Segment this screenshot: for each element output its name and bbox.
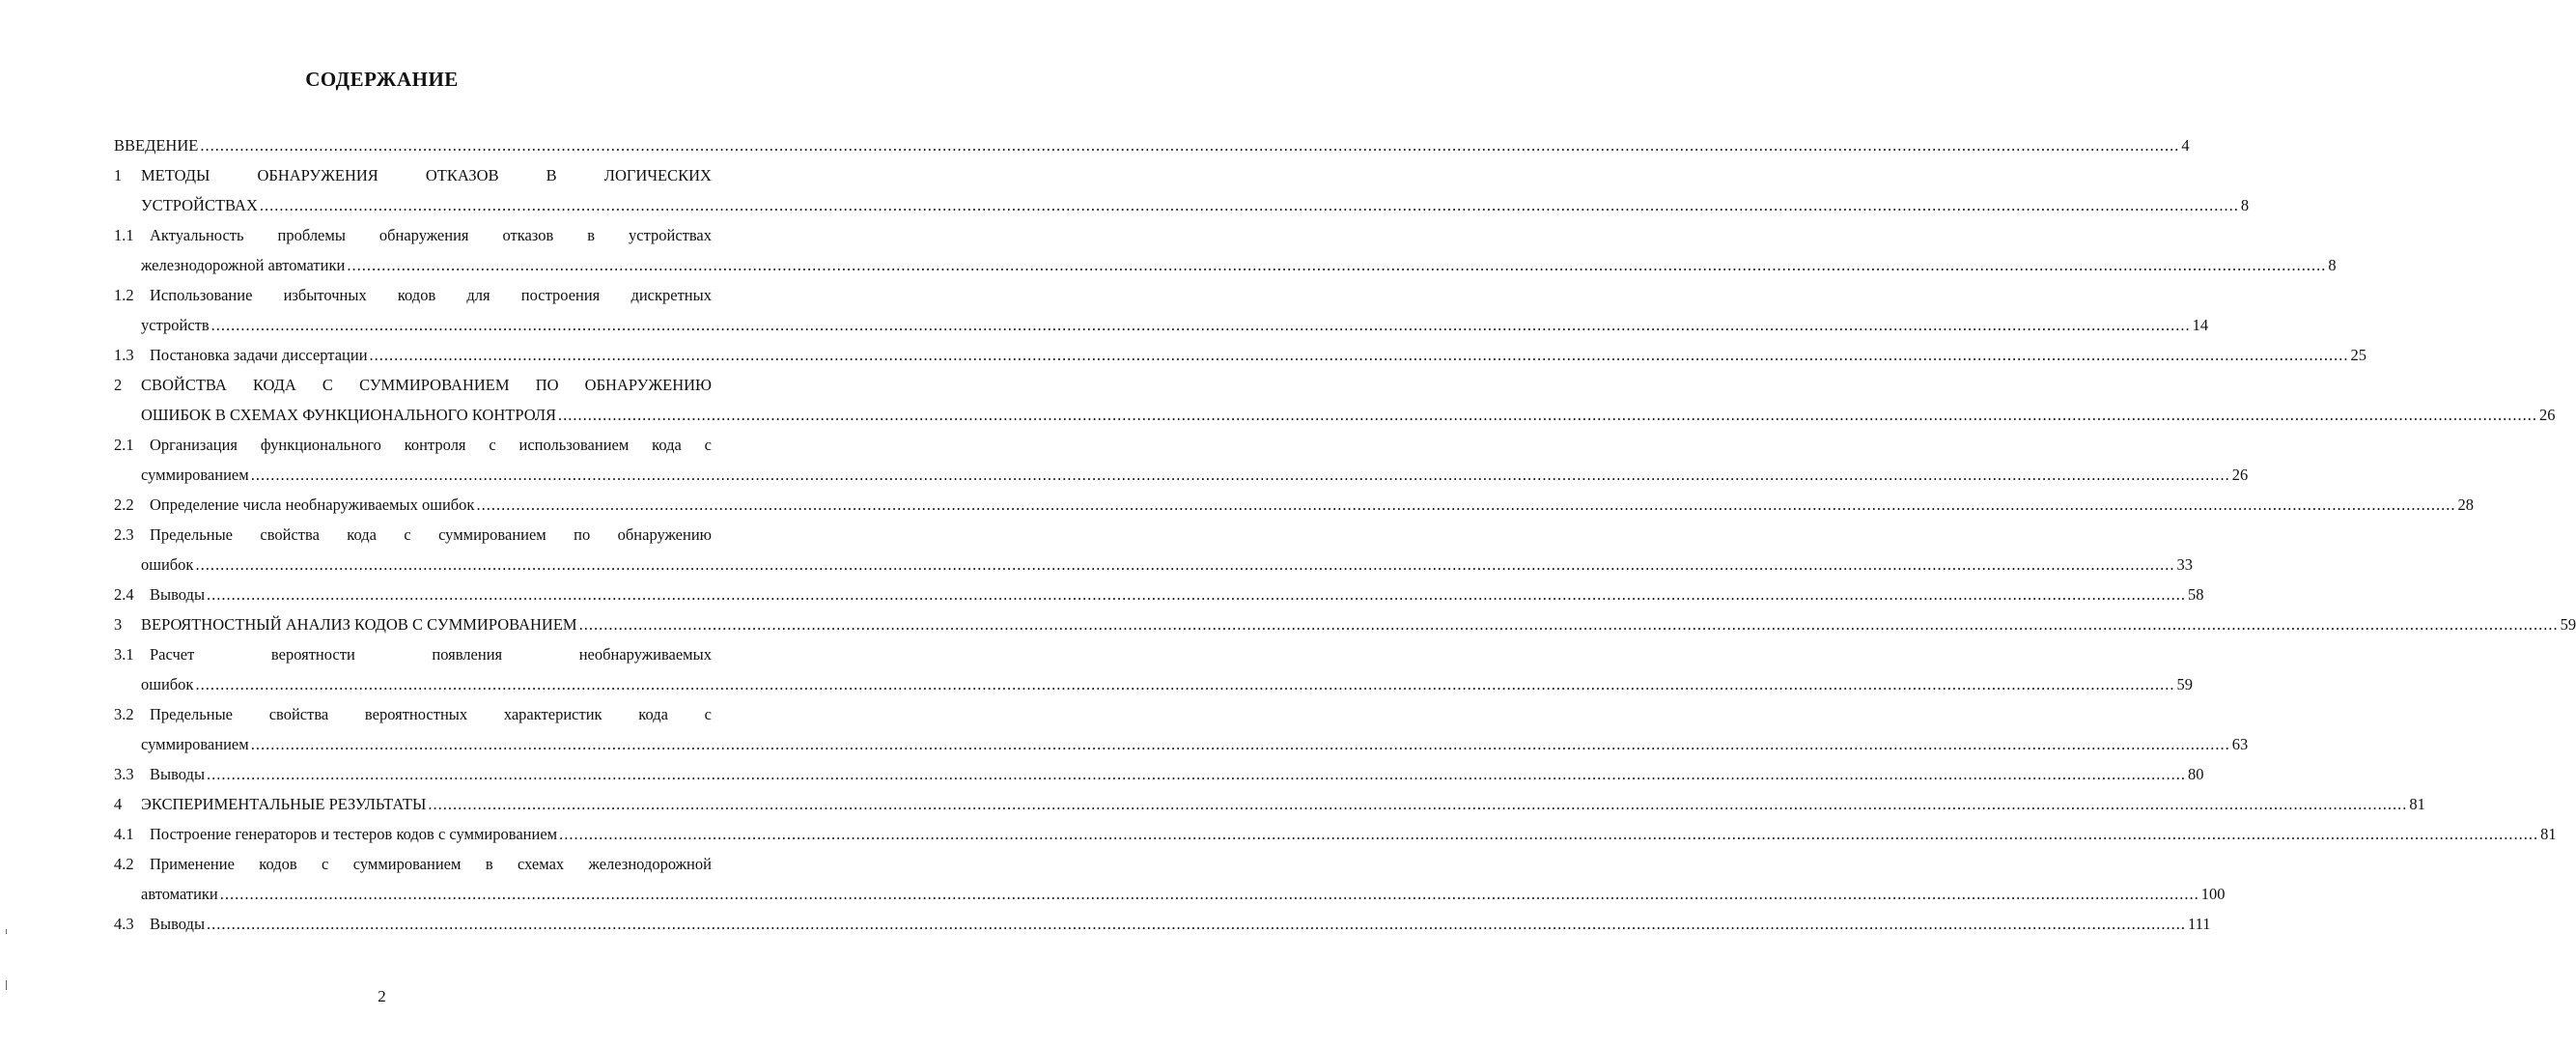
- toc-line: [114, 495, 2474, 516]
- toc-entry-word: ПО: [535, 376, 559, 394]
- toc-entry-page: 58: [2188, 585, 2204, 604]
- toc-entry: [150, 584, 2204, 606]
- toc-entry: [141, 255, 2337, 276]
- toc-entry-title: [150, 524, 712, 546]
- toc-entry-word: для: [466, 286, 490, 304]
- toc-entry-word: ОБНАРУЖЕНИЯ: [257, 166, 378, 184]
- toc-entry-word: по: [574, 525, 591, 544]
- toc-entry: [150, 914, 2211, 935]
- toc-entry-page: 63: [2231, 735, 2249, 753]
- toc-entry-title: [150, 225, 712, 246]
- toc-entry-word: Предельные: [150, 525, 233, 544]
- toc-entry-word: свойства: [260, 525, 320, 544]
- toc-entry-word: свойства: [268, 705, 329, 723]
- toc-entry-word: В: [546, 166, 557, 184]
- toc-entry-title: [150, 435, 712, 456]
- toc-entry: [141, 405, 2556, 426]
- toc-entry-page: 111: [2188, 915, 2211, 933]
- scan-mark: [6, 980, 7, 990]
- toc-entry-title: ЭКСПЕРИМЕНТАЛЬНЫЕ РЕЗУЛЬТАТЫ: [141, 795, 427, 813]
- scan-mark: [6, 929, 7, 934]
- toc-entry: [141, 554, 2193, 576]
- toc-entry-word: КОДА: [252, 376, 296, 394]
- toc-entry-word: ОБНАРУЖЕНИЮ: [584, 376, 712, 394]
- dot-leader: ................................................................................................................................................................................................................................................................................................................................................................................................................: [207, 585, 2187, 604]
- toc-entry-page: 14: [2192, 316, 2209, 334]
- toc-entry: [150, 345, 2367, 366]
- toc-entry: [141, 315, 2209, 336]
- toc-entry-word: дискретных: [630, 286, 712, 304]
- page-number: 2: [378, 987, 386, 1005]
- toc-entry-page: 28: [2457, 495, 2474, 514]
- dot-leader: ................................................................................................................................................................................................................................................................................................................................................................................................................: [250, 466, 2230, 484]
- toc-entry-word: Расчет: [150, 645, 195, 664]
- toc-entry-word: Применение: [150, 855, 235, 873]
- toc-entry-number: 1.3: [114, 346, 134, 364]
- toc-entry-page: 80: [2188, 765, 2204, 783]
- toc-entry: [141, 884, 2226, 905]
- toc-line: [114, 824, 2557, 845]
- page-title: СОДЕРЖАНИЕ: [305, 68, 459, 91]
- toc-entry: [141, 465, 2249, 486]
- toc-entry-word: использованием: [518, 436, 630, 454]
- toc-entry-title: Выводы: [150, 765, 206, 783]
- toc-entry-word: кода: [347, 525, 377, 544]
- dot-leader: ................................................................................................................................................................................................................................................................................................................................................................................................................: [347, 256, 2327, 274]
- toc-entry-word: с: [489, 436, 496, 454]
- toc-line: [114, 854, 712, 875]
- toc-entry-word: с: [322, 855, 329, 873]
- toc-entry-page: 26: [2231, 466, 2249, 484]
- toc-entry-word: СУММИРОВАНИЕМ: [359, 376, 510, 394]
- toc-entry-word: С: [322, 376, 333, 394]
- toc-entry-number: 2.4: [114, 585, 134, 604]
- toc-entry: [141, 614, 2576, 636]
- toc-line: [114, 734, 2249, 755]
- toc-entry: [141, 195, 2250, 216]
- toc-entry-word: проблемы: [277, 226, 346, 244]
- toc-entry-word: суммированием: [352, 855, 462, 873]
- toc-entry: [114, 135, 2190, 156]
- toc-entry-page: 33: [2176, 555, 2193, 574]
- toc-entry-word: Актуальность: [150, 226, 244, 244]
- toc-entry-word: избыточных: [283, 286, 367, 304]
- toc-entry-word: устройствах: [629, 226, 712, 244]
- toc-line: [114, 375, 712, 396]
- dot-leader: ................................................................................................................................................................................................................................................................................................................................................................................................................: [476, 495, 2456, 514]
- toc-line: [114, 135, 2190, 156]
- toc-entry-word: вероятности: [270, 645, 355, 664]
- toc-entry-word: суммированием: [438, 525, 546, 544]
- toc-entry-page: 26: [2539, 406, 2556, 424]
- toc-entry-word: Предельные: [150, 705, 233, 723]
- dot-leader: ................................................................................................................................................................................................................................................................................................................................................................................................................: [259, 196, 2239, 214]
- toc-entry-page: 100: [2200, 885, 2226, 903]
- toc-line: [114, 584, 2204, 606]
- toc-entry-title: [141, 375, 712, 396]
- toc-entry-word: в: [587, 226, 596, 244]
- toc-line: [114, 285, 712, 306]
- dot-leader: ................................................................................................................................................................................................................................................................................................................................................................................................................: [250, 735, 2230, 753]
- toc-line: [114, 465, 2249, 486]
- toc-entry-number: 2: [114, 376, 123, 394]
- toc-line: [114, 345, 2367, 366]
- toc-entry-title: суммированием: [141, 735, 249, 753]
- toc-entry-title: ВВЕДЕНИЕ: [114, 136, 199, 155]
- toc-entry-title: ошибок: [141, 675, 194, 693]
- dot-leader: ................................................................................................................................................................................................................................................................................................................................................................................................................: [207, 765, 2187, 783]
- toc-entry-number: 2.1: [114, 436, 134, 454]
- toc-entry-page: 4: [2181, 136, 2190, 155]
- toc-entry-page: 59: [2176, 675, 2193, 693]
- dot-leader: ................................................................................................................................................................................................................................................................................................................................................................................................................: [219, 885, 2199, 903]
- toc-entry-title: ошибок: [141, 555, 194, 574]
- toc-entry-word: железнодорожной: [588, 855, 712, 873]
- toc-entry-word: кодов: [259, 855, 297, 873]
- dot-leader: ................................................................................................................................................................................................................................................................................................................................................................................................................: [558, 406, 2538, 424]
- toc-entry: [150, 495, 2474, 516]
- toc-entry-word: отказов: [502, 226, 554, 244]
- toc-entry-page: 81: [2409, 795, 2425, 813]
- toc-line: [114, 614, 2576, 636]
- toc-entry-word: СВОЙСТВА: [141, 376, 227, 394]
- toc-entry-title: [141, 165, 712, 186]
- toc-line: [114, 794, 2425, 815]
- toc-entry-title: Выводы: [150, 915, 206, 933]
- toc-line: [114, 704, 712, 725]
- toc-entry-word: контроля: [404, 436, 466, 454]
- dot-leader: ................................................................................................................................................................................................................................................................................................................................................................................................................: [369, 346, 2349, 364]
- toc-entry-title: автоматики: [141, 885, 218, 903]
- toc-entry-word: с: [704, 436, 712, 454]
- toc-entry-number: 4.1: [114, 825, 134, 843]
- toc-line: [114, 764, 2204, 785]
- toc-entry-word: необнаруживаемых: [578, 645, 712, 664]
- toc-entry-number: 3.3: [114, 765, 134, 783]
- toc-entry-number: 4: [114, 795, 123, 813]
- toc-entry-number: 3.2: [114, 705, 134, 723]
- toc-entry-word: Использование: [150, 286, 253, 304]
- toc-entry-number: 1.2: [114, 286, 134, 304]
- toc-entry-title: железнодорожной автоматики: [141, 256, 346, 274]
- toc-line: [114, 524, 712, 546]
- toc-entry: [150, 764, 2204, 785]
- toc-entry-page: 8: [2328, 256, 2337, 274]
- toc-entry-word: появления: [432, 645, 503, 664]
- toc-entry-word: схемах: [517, 855, 565, 873]
- dot-leader: ................................................................................................................................................................................................................................................................................................................................................................................................................: [578, 615, 2559, 634]
- toc-line: [114, 554, 2193, 576]
- toc-entry-word: с: [404, 525, 411, 544]
- toc-line: [114, 914, 2211, 935]
- dot-leader: ................................................................................................................................................................................................................................................................................................................................................................................................................: [195, 555, 2175, 574]
- toc-entry: [141, 734, 2249, 755]
- toc-entry-number: 4.2: [114, 855, 134, 873]
- toc-entry-word: характеристик: [503, 705, 602, 723]
- toc-line: [114, 225, 712, 246]
- toc-entry-word: Организация: [150, 436, 238, 454]
- toc-entry-number: 4.3: [114, 915, 134, 933]
- dot-leader: ................................................................................................................................................................................................................................................................................................................................................................................................................: [207, 915, 2187, 933]
- dot-leader: ................................................................................................................................................................................................................................................................................................................................................................................................................: [195, 675, 2175, 693]
- toc-line: [114, 405, 2556, 426]
- toc-entry: [141, 674, 2193, 695]
- toc-line: [114, 644, 712, 665]
- dot-leader: ................................................................................................................................................................................................................................................................................................................................................................................................................: [559, 825, 2539, 843]
- toc-entry-number: 2.3: [114, 525, 134, 544]
- toc-entry-word: обнаружения: [378, 226, 469, 244]
- toc-entry-number: 3.1: [114, 645, 134, 664]
- toc-entry-title: [150, 644, 712, 665]
- toc-entry-word: обнаружению: [617, 525, 712, 544]
- toc-entry-word: кодов: [397, 286, 436, 304]
- toc-entry-page: 25: [2350, 346, 2367, 364]
- toc-entry-number: 2.2: [114, 495, 134, 514]
- toc-entry-word: построения: [520, 286, 601, 304]
- toc-line: [114, 315, 2209, 336]
- toc-line: [114, 674, 2193, 695]
- toc-entry-title: суммированием: [141, 466, 249, 484]
- toc-entry-word: кода: [638, 705, 668, 723]
- toc-line: [114, 195, 2250, 216]
- toc-entry-word: МЕТОДЫ: [141, 166, 210, 184]
- toc-entry-page: 8: [2240, 196, 2250, 214]
- toc-line: [114, 255, 2337, 276]
- toc-line: [114, 884, 2226, 905]
- toc-entry-title: Выводы: [150, 585, 206, 604]
- toc-entry-word: вероятностных: [364, 705, 468, 723]
- dot-leader: ................................................................................................................................................................................................................................................................................................................................................................................................................: [428, 795, 2408, 813]
- toc-entry-title: [150, 285, 712, 306]
- toc-entry-title: Определение числа необнаруживаемых ошибок: [150, 495, 475, 514]
- toc-entry-page: 81: [2540, 825, 2557, 843]
- toc-entry-word: ЛОГИЧЕСКИХ: [603, 166, 712, 184]
- toc-line: [114, 165, 712, 186]
- toc-entry: [141, 794, 2425, 815]
- toc-entry-word: ОТКАЗОВ: [425, 166, 499, 184]
- toc-entry-word: с: [704, 705, 712, 723]
- toc-entry-word: функционального: [260, 436, 381, 454]
- toc-line: [114, 435, 712, 456]
- toc-entry-page: 59: [2560, 615, 2576, 634]
- toc-entry-number: 1.1: [114, 226, 134, 244]
- toc-entry: [150, 824, 2557, 845]
- toc-entry-title: устройств: [141, 316, 210, 334]
- toc-entry-title: Построение генераторов и тестеров кодов с суммированием: [150, 825, 558, 843]
- dot-leader: ................................................................................................................................................................................................................................................................................................................................................................................................................: [200, 136, 2180, 155]
- toc-entry-title: [150, 704, 712, 725]
- toc-entry-word: кода: [652, 436, 682, 454]
- toc-entry-title: Постановка задачи диссертации: [150, 346, 368, 364]
- toc-entry-number: 3: [114, 615, 123, 634]
- toc-entry-word: в: [485, 855, 493, 873]
- toc-entry-title: ОШИБОК В СХЕМАХ ФУНКЦИОНАЛЬНОГО КОНТРОЛЯ: [141, 406, 557, 424]
- toc-entry-title: УСТРОЙСТВАХ: [141, 196, 258, 214]
- dot-leader: ................................................................................................................................................................................................................................................................................................................................................................................................................: [210, 316, 2191, 334]
- toc-entry-number: 1: [114, 166, 123, 184]
- toc-entry-title: [150, 854, 712, 875]
- toc-entry-title: ВЕРОЯТНОСТНЫЙ АНАЛИЗ КОДОВ С СУММИРОВАНИЕМ: [141, 615, 577, 634]
